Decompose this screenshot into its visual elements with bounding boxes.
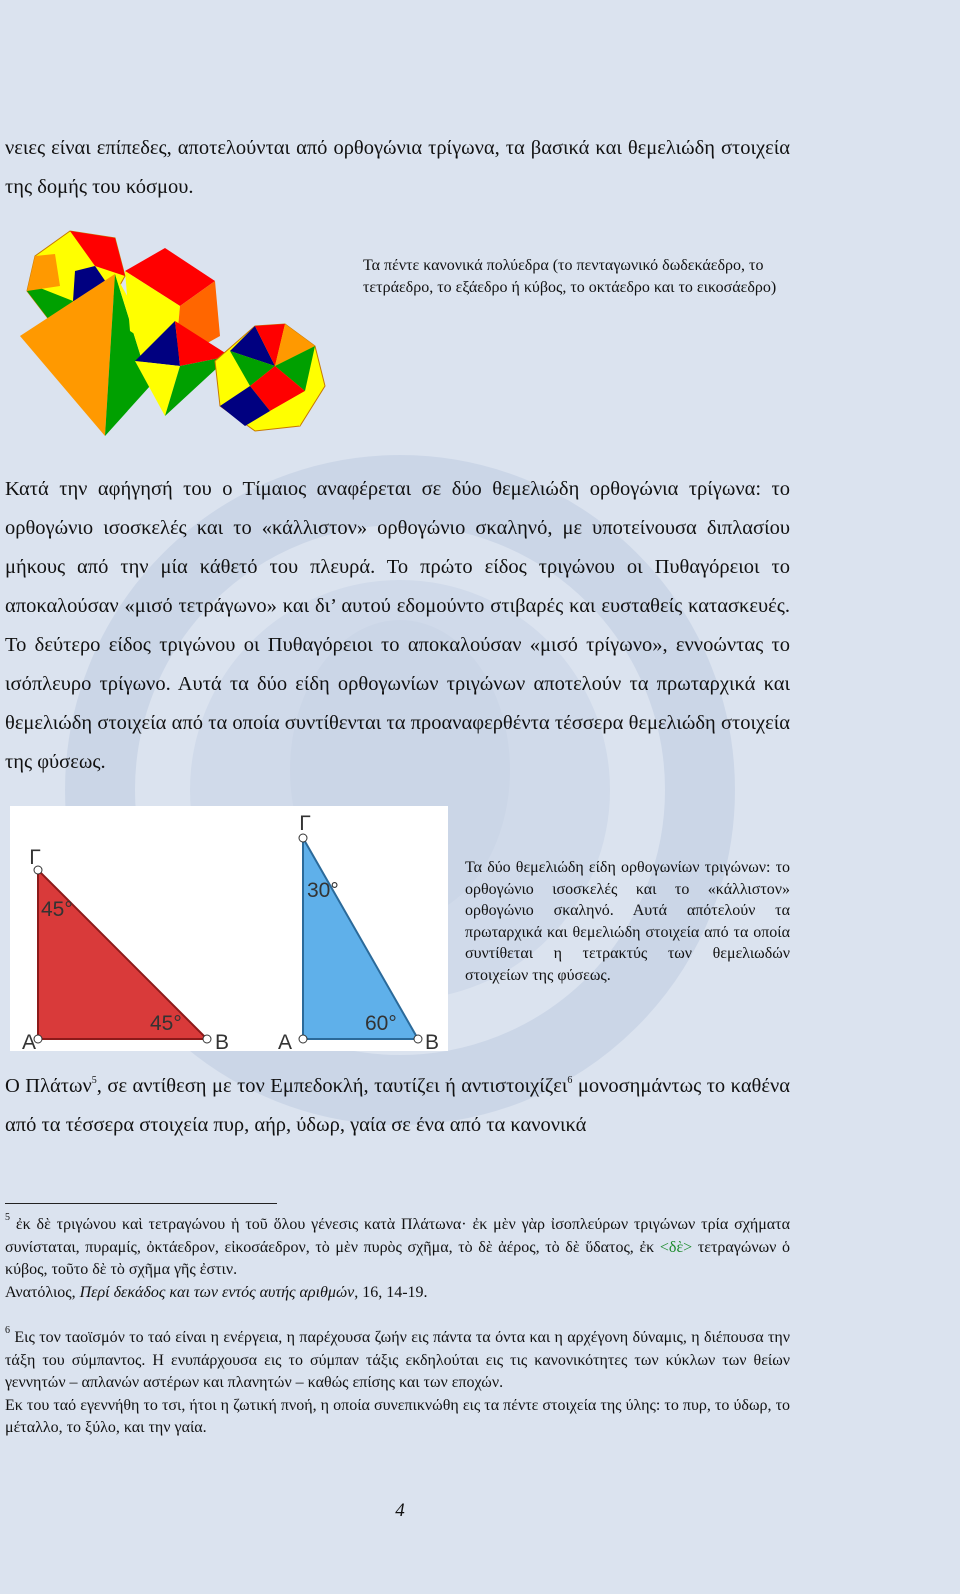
paragraph-bottom	[5, 1067, 790, 1145]
footnote-5-emendation: <δὲ>	[659, 1238, 693, 1256]
footnote-6-number: 6	[5, 1325, 10, 1336]
icosahedron-shape	[215, 324, 325, 431]
footnote-6-text2: Εκ του ταό εγεννήθη το τσι, ήτοι η ζωτική πνοή, η οποία συνεπικνώθη εις τα πέντε στοιχεία της ύλης: το πυρ, το ύδωρ, το μέταλλο, το ξύλο, και την γαία.	[5, 1396, 790, 1436]
page-number: 4	[395, 1500, 405, 1521]
triangles-figure	[10, 806, 448, 1051]
paragraph-bottom-part1: Ο Πλάτων	[5, 1075, 92, 1097]
triangle2-label-a: Α	[278, 1031, 293, 1051]
footnote-separator	[5, 1203, 277, 1204]
paragraph-main: Κατά την αφήγησή του ο Τίμαιος αναφέρεται σε δύο θεμελιώδη ορθογώνια τρίγωνα: το ορθογώνιο ισοσκελές και το «κάλλιστον» ορθογώνιο σκαληνό, με υποτείνουσα διπλασίου μήκους από την μία κάθετό του πλευρά. Το πρώτο είδος τριγώνου οι Πυθαγόρειοι το αποκαλούσαν «μισό τετράγωνο» και δι’ αυτού εδομούντο στιβαρές και ευσταθείς κατασκευές. Το δεύτερο είδος τριγώνου οι Πυθαγόρειοι το αποκαλούσαν «μισό τρίγωνο», εννοώντας το ισόπλευρο τρίγωνο. Αυτά τα δύο είδη ορθογωνίων τριγώνων αποτελούν τα πρωταρχικά και θεμελιώδη στοιχεία από τα οποία συντίθενται τα προαναφερθέντα τέσσερα θεμελιώδη στοιχεία της φύσεως.	[5, 478, 790, 773]
paragraph-bottom-part3: μονοσημάντως το καθένα από τα τέσσερα στοιχεία πυρ, αήρ, ύδωρ, γαία σε ένα από τα κανονικά	[5, 1075, 790, 1136]
figure2-caption: Τα δύο θεμελιώδη είδη ορθογωνίων τριγώνων: το ορθογώνιο ισοσκελές και το «κάλλιστον» ορθογώνιο σκαληνό. Αυτά απότελούν τα πρωταρχικά και θεμελιώδη στοιχεία από τα οποία συντίθεται η τετρακτύς των θεμελιωδών στοιχείων της φύσεως.	[465, 859, 790, 984]
footnote-5-cite-author: Ανατόλιος,	[5, 1283, 80, 1301]
figure1-caption: Τα πέντε κανονικά πολύεδρα (το πενταγωνικό δωδεκάεδρο, το τετράεδρο, το εξάεδρο ή κύβος, το οκτάεδρο και το εικοσάεδρο)	[363, 257, 777, 296]
paragraph-top: νειες είναι επίπεδες, αποτελούνται από ορθογώνια τρίγωνα, τα βασικά και θεμελιώδη στοιχεία της δομής του κόσμου.	[5, 137, 790, 198]
triangle2-angle-bottom: 60°	[365, 1012, 397, 1035]
triangle2-angle-top: 30°	[307, 879, 339, 902]
footnote-5-cite-loc: , 16, 14-19.	[354, 1283, 428, 1301]
polyhedra-figure	[15, 226, 330, 441]
paragraph-bottom-part2: , σε αντίθεση με τον Εμπεδοκλή, ταυτίζει ή αντιστοιχίζει	[96, 1075, 568, 1097]
footnote-5-citation	[5, 1282, 790, 1305]
triangle1-angle-bottom: 45°	[150, 1012, 182, 1035]
footnote-5-number: 5	[5, 1212, 10, 1223]
triangle1-angle-top: 45°	[41, 898, 73, 921]
footnote-6	[5, 1327, 790, 1440]
triangle2-label-b: Β	[425, 1031, 440, 1051]
footnote-6-text: Εις τον ταοϊσμόν το ταό είναι η ενέργεια, η παρέχουσα ζωήν εις πάντα τα όντα και η αρχέγονη δύναμις, η διέπουσα την τάξη του σύμπαντος. Η ενυπάρχουσα εις το σύμπαν τάξις εκδηλούται εις τις κανονικότητες των κύκλων των θείων γεννητών – απλανών αστέρων και πλανητών – καθώς επίσης και των εποχών.	[5, 1329, 790, 1391]
footnote-ref-6[interactable]: 6	[567, 1075, 573, 1086]
triangle1-label-top: Γ	[29, 846, 41, 869]
footnote-ref-5[interactable]: 5	[91, 1075, 97, 1086]
footnote-5-text-a: ἐκ δὲ τριγώνου καὶ τετραγώνου ἡ τοῦ ὅλου γένεσις κατὰ Πλάτωνα· ἐκ μὲν γὰρ ἰσοπλεύρων τριγώνων τρία σχήματα συνίσταται, πυραμίς, ὀκτάεδρον, εἰκοσάεδρον, τὸ μὲν πυρὸς σχῆμα, τὸ δὲ ἀέρος, τὸ δὲ ὕδατος, ἐκ	[5, 1216, 790, 1256]
footnote-5-text-b: τετραγώνων ὁ κύβος, τοῦτο δὲ τὸ σχῆμα γῆς ἐστιν.	[5, 1238, 791, 1278]
triangle1-label-a: Α	[22, 1031, 37, 1051]
triangle1-label-b: Β	[215, 1031, 230, 1051]
triangle2-label-top: Γ	[299, 812, 311, 835]
footnote-5	[5, 1214, 790, 1304]
footnote-5-cite-title: Περί δεκάδος και των εντός αυτής αριθμών	[79, 1283, 355, 1301]
